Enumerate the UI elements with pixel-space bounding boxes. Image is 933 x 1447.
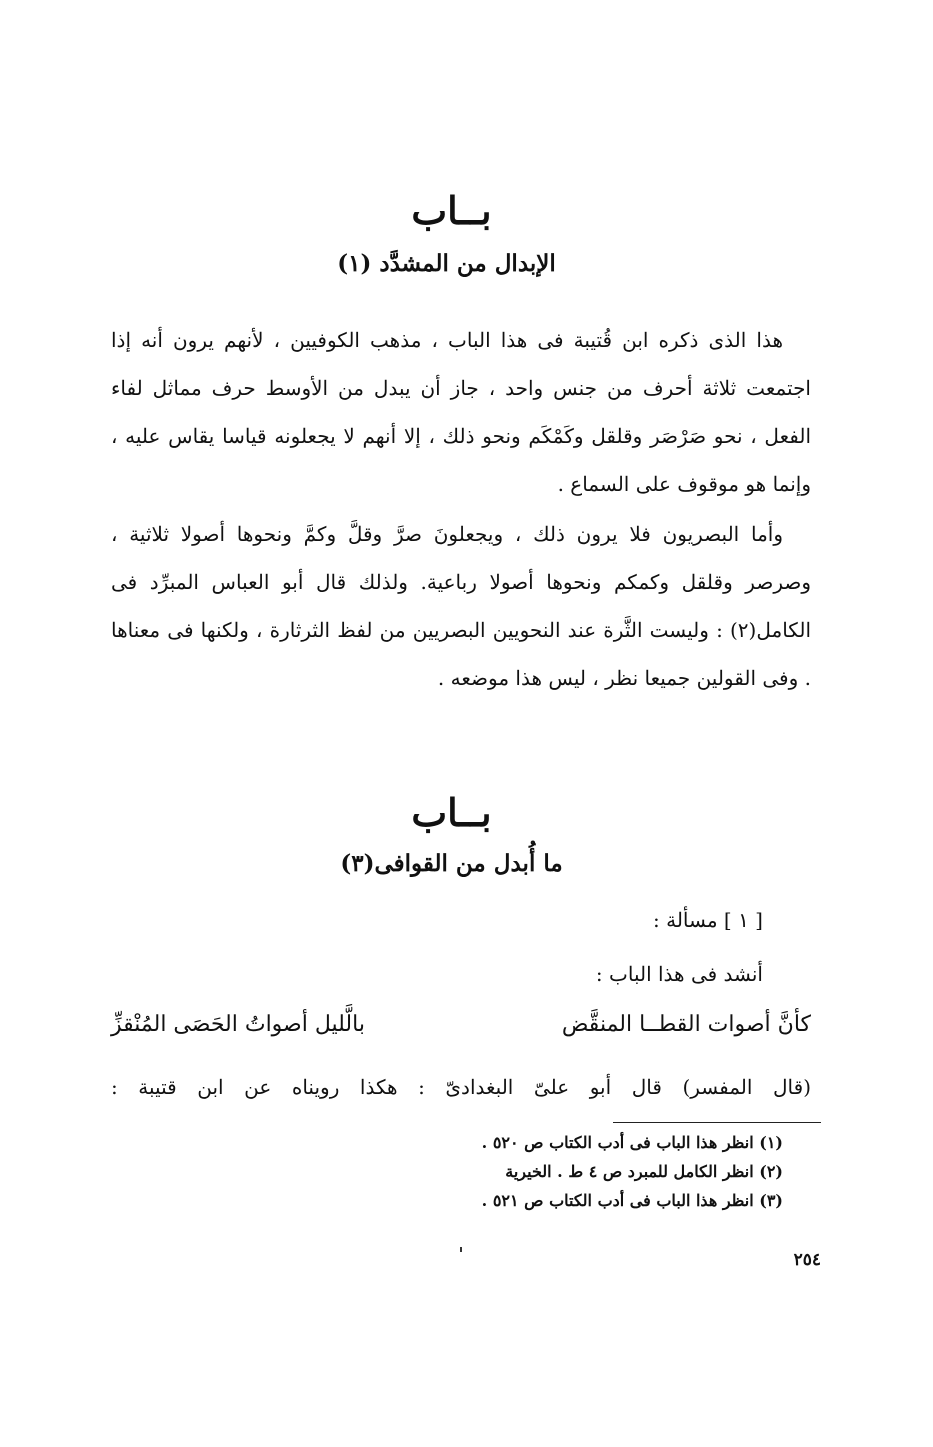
verse-first-hemistich: كأنَّ أصوات القطــا المنقَّض (561, 1012, 811, 1037)
page-number: ٢٥٤ (793, 1250, 821, 1270)
verse-second-hemistich: بالَّليل أصواتُ الحَصَى المُنْقزِّ (111, 1012, 365, 1037)
paragraph-basran-text: وأما البصريون فلا يرون ذلك ، ويجعلونَ صرَّ وقلَّ وكمَّ ونحوها أصولا ثلاثية ، وصرصر وقلقل وكمكم ونحوها أصولا رباعية. ولذلك قال أبو العباس المبرِّد فى الكامل(٢) : وليست الثَّرة عند النحويين البصريين من لفظ الثرثارة ، ولكنها فى معناها . وفى القولين جميعا نظر ، ليس هذا موضعه . (111, 522, 811, 690)
footnotes (363, 1128, 783, 1215)
section-heading-bab-1: بــاب (411, 188, 492, 233)
poetry-verse (111, 1012, 811, 1037)
paragraph-kufan-text: هذا الذى ذكره ابن قُتيبة فى هذا الباب ، مذهب الكوفيين ، لأنهم يرون أنه إذا اجتمعت ثلاثة أحرف من جنس واحد ، جاز أن يبدل من الأوسط حرف مماثل لفاء الفعل ، نحو صَرْصَر وقلقل وكَمْكَم ونحو ذلك ، إلا أنهم لا يجعلونه قياسا يقاس عليه ، وإنما هو موقوف على السماع . (111, 328, 811, 496)
paragraph-basran-view (111, 510, 811, 702)
commentator-note: (قال المفسر) قال أبو علىّ البغدادىّ : هكذا رويناه عن ابن قتيبة : (111, 1075, 811, 1099)
paragraph-kufan-view (111, 316, 811, 508)
print-speck (460, 1247, 462, 1252)
footnote-2: (٢) انظر الكامل للمبرد ص ٤ ط . الخيرية (505, 1162, 783, 1181)
recitation-intro: أنشد فى هذا الباب : (595, 962, 763, 986)
footnote-divider (613, 1122, 821, 1123)
footnote-1: (١) انظر هذا الباب فى أدب الكتاب ص ٥٢٠ . (481, 1133, 783, 1152)
question-label: [ ١ ] مسألة : (653, 908, 763, 932)
section-subtitle-ibdal-mushaddad: الإبدال من المشدَّد (١) (337, 250, 556, 277)
section-subtitle-qawafi: ما أُبدل من القوافى(٣) (340, 850, 563, 877)
section-heading-bab-2: بــاب (411, 790, 492, 835)
footnote-3: (٣) انظر هذا الباب فى أدب الكتاب ص ٥٢١ . (481, 1191, 783, 1210)
